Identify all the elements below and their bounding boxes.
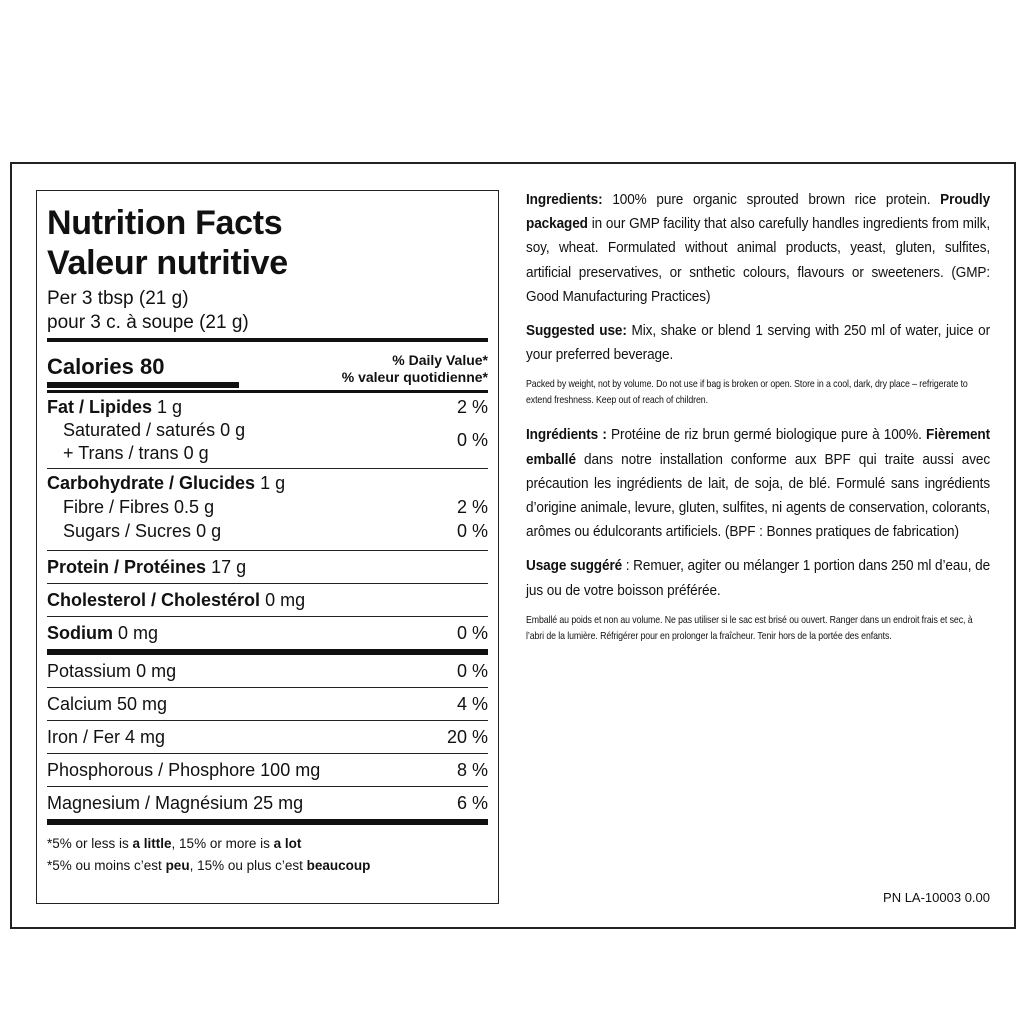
- sugars-percent: 0 %: [456, 521, 488, 541]
- carbohydrate-amount: 1 g: [260, 473, 286, 493]
- mineral-row: [47, 754, 488, 786]
- mineral-row: [47, 721, 488, 753]
- mineral-amount: 4 mg: [125, 726, 166, 747]
- mineral-percent: 6 %: [456, 792, 488, 813]
- part-number: PN LA-10003 0.00: [883, 890, 990, 905]
- sugars-row: [47, 519, 488, 543]
- daily-value-header-fr: % valeur quotidienne*: [341, 369, 488, 385]
- calories-underline: [47, 382, 239, 388]
- footnote-fr: [47, 855, 488, 877]
- cholesterol-amount: 0 mg: [265, 589, 306, 610]
- calories-block: [47, 342, 488, 390]
- protein-amount: 17 g: [211, 556, 247, 577]
- mineral-label: Magnesium / Magnésium: [47, 792, 249, 813]
- mineral-label: Iron / Fer: [47, 726, 121, 747]
- saturated-label: Saturated / saturés: [63, 420, 216, 440]
- sodium-amount: 0 mg: [118, 622, 159, 643]
- trans-row: [47, 442, 488, 465]
- storage-en: Packed by weight, not by volume. Do not use if bag is broken or open. Store in a cool, dark, dry place – refrigerate to extend freshness. Keep out of reach of children.: [526, 379, 968, 407]
- suggested-use-en: [526, 319, 990, 367]
- mineral-percent: 8 %: [456, 759, 488, 780]
- suggested-use-en-body: Mix, shake or blend 1 serving with 250 ml of water, juice or your preferred beverage.: [526, 323, 991, 364]
- fibre-label: Fibre / Fibres: [63, 497, 170, 517]
- ingredients-fr-label: Ingrédients :: [526, 427, 607, 444]
- packaged-fr-label: Fièrement emballé: [526, 427, 991, 468]
- suggested-use-fr-label: Usage suggéré: [526, 558, 623, 575]
- suggested-use-fr-body: : Remuer, agiter ou mélanger 1 portion dans 250 ml d’eau, de jus ou de votre boisson préférée.: [526, 558, 991, 599]
- sugars-label: Sugars / Sucres: [63, 521, 192, 541]
- packaged-en-body: in our GMP facility that also carefully handles ingredients from milk, soy, wheat. Formulated without animal products, yeast, gluten, sulfites, artificial preservatives, or snthetic colours, flavours or sweeteners. (GMP: Good Manufacturing Practices): [526, 216, 991, 305]
- fibre-percent: 2 %: [456, 497, 488, 517]
- footnote-emphasis: a lot: [273, 836, 302, 851]
- protein-label: Protein / Protéines: [47, 556, 207, 577]
- footnote-text: *5% ou moins c’est: [47, 858, 166, 873]
- divider: [47, 819, 488, 825]
- fat-label: Fat / Lipides: [47, 397, 153, 417]
- mineral-amount: 25 mg: [253, 792, 304, 813]
- mineral-percent: 4 %: [456, 693, 488, 714]
- carbohydrate-label: Carbohydrate / Glucides: [47, 473, 256, 493]
- ingredients-en: [526, 188, 990, 309]
- label-text-column: [526, 188, 990, 645]
- fat-amount: 1 g: [157, 397, 183, 417]
- cholesterol-row: [47, 584, 488, 616]
- footnote-text: *5% or less is: [47, 836, 133, 851]
- daily-value-header-en: % Daily Value*: [392, 352, 488, 368]
- footnote-text: , 15% ou plus c’est: [189, 858, 307, 873]
- mineral-amount: 50 mg: [117, 693, 168, 714]
- nutrition-facts-title-fr: Valeur nutritive: [47, 244, 288, 282]
- nutrition-facts-title: Nutrition Facts: [47, 204, 283, 242]
- mineral-percent: 0 %: [456, 660, 488, 681]
- fibre-row: [47, 495, 488, 519]
- trans-label: + Trans / trans: [63, 443, 179, 463]
- carbohydrate-block: [47, 469, 488, 550]
- carbohydrate-row: [47, 471, 488, 495]
- fat-percent: 2 %: [456, 397, 488, 417]
- storage-fr: Emballé au poids et non au volume. Ne pas utiliser si le sac est brisé ou ouvert. Ranger dans un endroit frais et sec, à l’abri de la lumière. Réfrigérer pour en prolonger la fraîcheur. Tenir hors de la portée des enfants.: [526, 614, 973, 642]
- daily-value-header: [342, 352, 488, 386]
- saturated-trans-percent: 0 %: [456, 430, 488, 450]
- sodium-row: [47, 617, 488, 649]
- sodium-percent: 0 %: [456, 622, 488, 643]
- mineral-amount: 0 mg: [136, 660, 177, 681]
- mineral-row: [47, 655, 488, 687]
- saturated-amount: 0 g: [220, 420, 246, 440]
- ingredients-fr-body: Protéine de riz brun germé biologique pure à 100%.: [606, 427, 927, 444]
- sodium-label: Sodium: [47, 622, 113, 643]
- fibre-amount: 0.5 g: [174, 497, 215, 517]
- packaged-en-label: Proudly packaged: [526, 192, 991, 233]
- footnote-emphasis: peu: [165, 858, 190, 873]
- protein-row: [47, 551, 488, 583]
- cholesterol-label: Cholesterol / Cholestérol: [47, 589, 261, 610]
- footnote-en: [47, 833, 488, 855]
- serving-size-fr: pour 3 c. à soupe (21 g): [47, 312, 249, 333]
- ingredients-fr: [526, 423, 990, 544]
- suggested-use-en-label: Suggested use:: [526, 323, 627, 340]
- calories: [47, 354, 164, 380]
- ingredients-en-label: Ingredients:: [526, 192, 603, 208]
- serving-size-en: Per 3 tbsp (21 g): [47, 288, 189, 309]
- footnote-emphasis: beaucoup: [306, 858, 371, 873]
- ingredients-en-body: 100% pure organic sprouted brown rice protein.: [602, 192, 941, 208]
- trans-amount: 0 g: [183, 443, 209, 463]
- calories-value: 80: [139, 354, 165, 379]
- mineral-percent: 20 %: [446, 726, 488, 747]
- packaged-fr-body: dans notre installation conforme aux BPF qui traite aussi avec précaution les ingrédients de lait, de soja, de blé. Formulé sans ingrédients d’origine animale, levure, gluten, sulfites, ni agents de conservation, colorants, arômes ou édulcorants artificiels. (BPF : Bonnes pratiques de fabrication): [526, 451, 991, 541]
- calories-label: Calories: [47, 354, 134, 379]
- footnote-text: , 15% or more is: [171, 836, 274, 851]
- mineral-row: [47, 688, 488, 720]
- fat-block: [47, 393, 488, 468]
- suggested-use-fr: [526, 554, 990, 602]
- mineral-label: Phosphorous / Phosphore: [47, 759, 256, 780]
- nutrition-facts-table: [36, 190, 499, 904]
- footnote-emphasis: a little: [132, 836, 172, 851]
- mineral-amount: 100 mg: [260, 759, 321, 780]
- mineral-label: Potassium: [47, 660, 132, 681]
- mineral-row: [47, 787, 488, 819]
- fat-row: [47, 396, 488, 419]
- sugars-amount: 0 g: [196, 521, 222, 541]
- mineral-label: Calcium: [47, 693, 113, 714]
- saturated-row: [47, 419, 488, 442]
